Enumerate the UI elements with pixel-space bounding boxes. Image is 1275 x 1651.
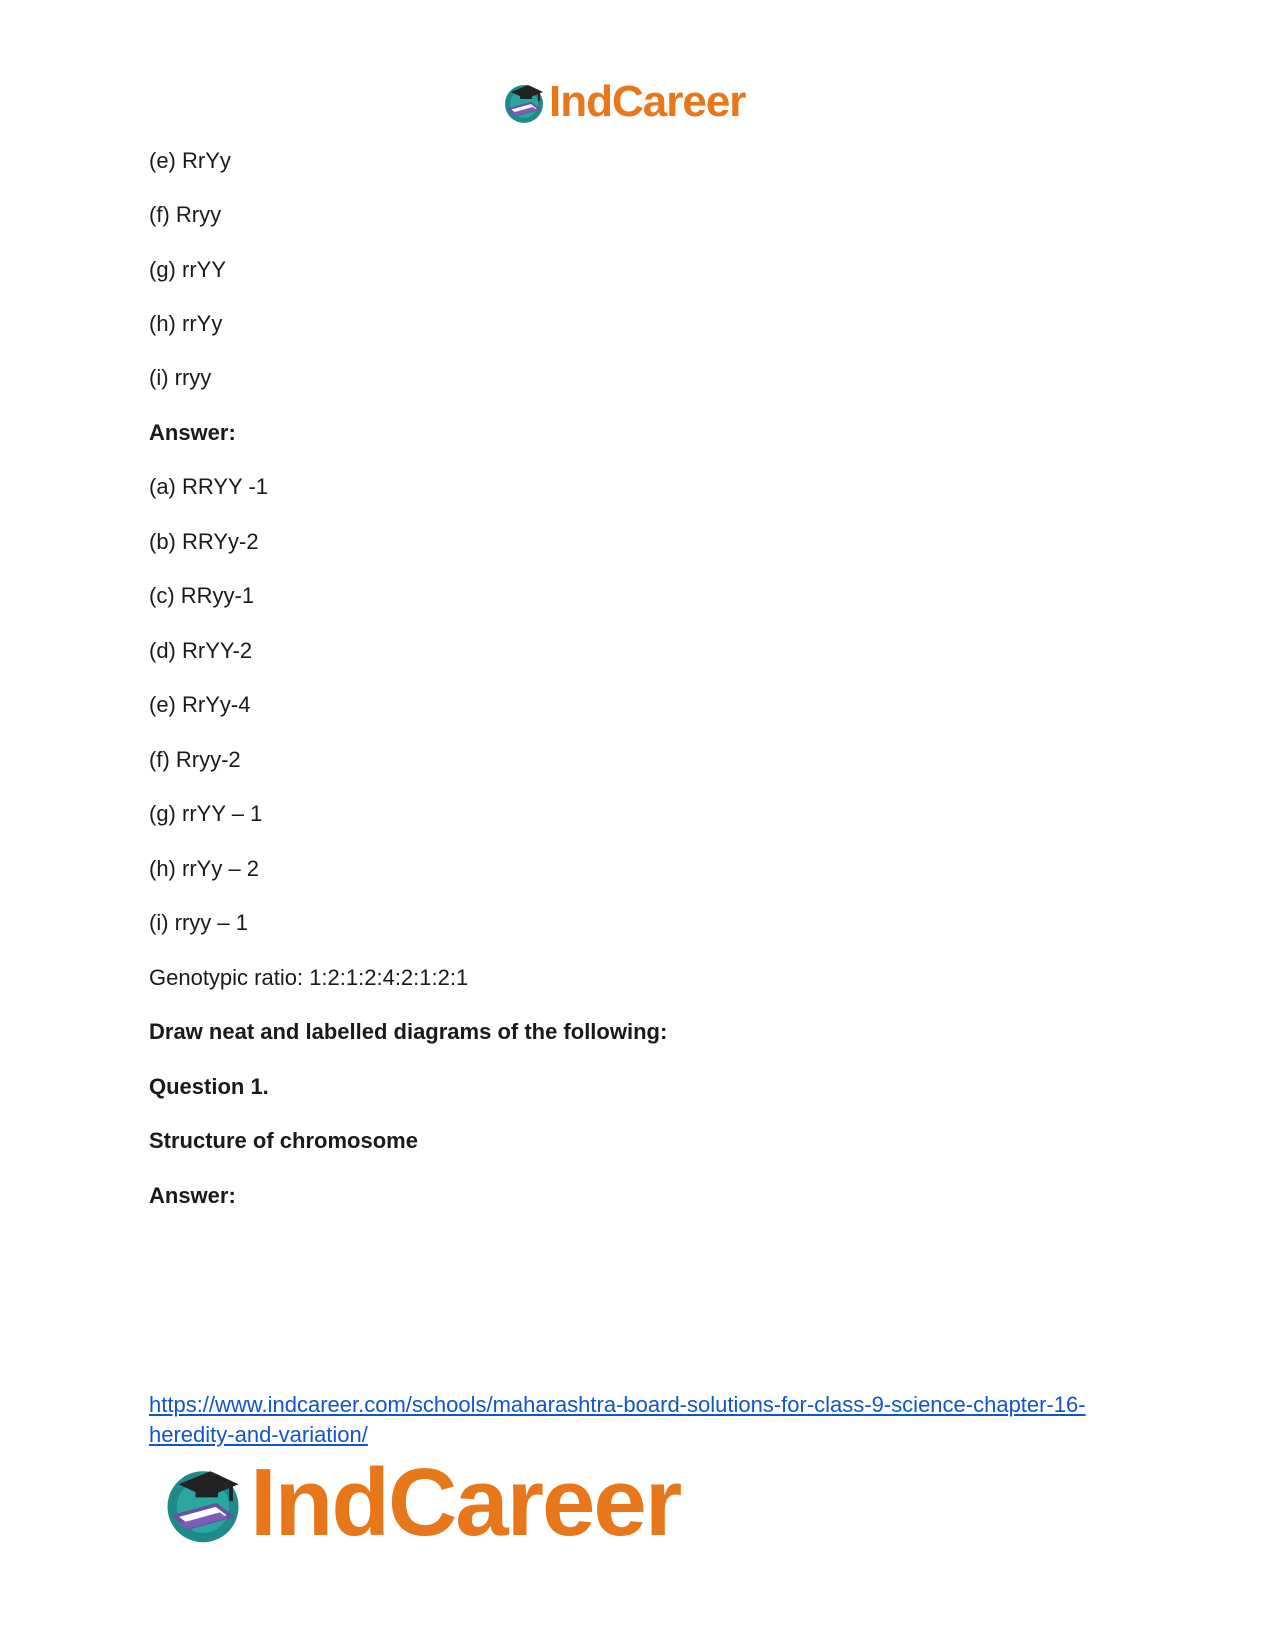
logo-wordmark: IndCareer [549, 77, 746, 126]
question-heading: Question 1. [149, 1074, 269, 1099]
question-title: Structure of chromosome [149, 1128, 418, 1153]
text-line: (e) RrYy-4 [149, 692, 251, 717]
text-line: (i) rryy – 1 [149, 910, 248, 935]
answer-heading: Answer: [149, 1183, 236, 1208]
text-line: (g) rrYY – 1 [149, 801, 263, 826]
source-link[interactable]: https://www.indcareer.com/schools/maharashtra-board-solutions-for-class-9-science-chapter-16-heredity-and-variation/ [149, 1392, 1086, 1447]
text-line: (c) RRyy-1 [149, 583, 255, 608]
text-line: (f) Rryy-2 [149, 747, 241, 772]
answer-heading: Answer: [149, 420, 236, 445]
section-heading: Draw neat and labelled diagrams of the following: [149, 1019, 668, 1044]
text-line: (d) RrYY-2 [149, 638, 253, 663]
footer-logo [160, 1449, 681, 1556]
text-line: (f) Rryy [149, 202, 222, 227]
genotypic-ratio: Genotypic ratio: 1:2:1:2:4:2:1:2:1 [149, 965, 469, 990]
text-line: (h) rrYy – 2 [149, 856, 260, 881]
graduation-book-icon [160, 1460, 246, 1546]
graduation-book-icon [501, 79, 547, 125]
logo-wordmark: IndCareer [250, 1449, 681, 1556]
text-line: (i) rryy [149, 365, 212, 390]
text-line: (g) rrYY [149, 257, 226, 282]
text-line: (h) rrYy [149, 311, 223, 336]
text-line: (a) RRYY -1 [149, 474, 269, 499]
header-logo [501, 78, 745, 126]
text-line: (b) RRYy-2 [149, 529, 259, 554]
text-line: (e) RrYy [149, 148, 231, 173]
